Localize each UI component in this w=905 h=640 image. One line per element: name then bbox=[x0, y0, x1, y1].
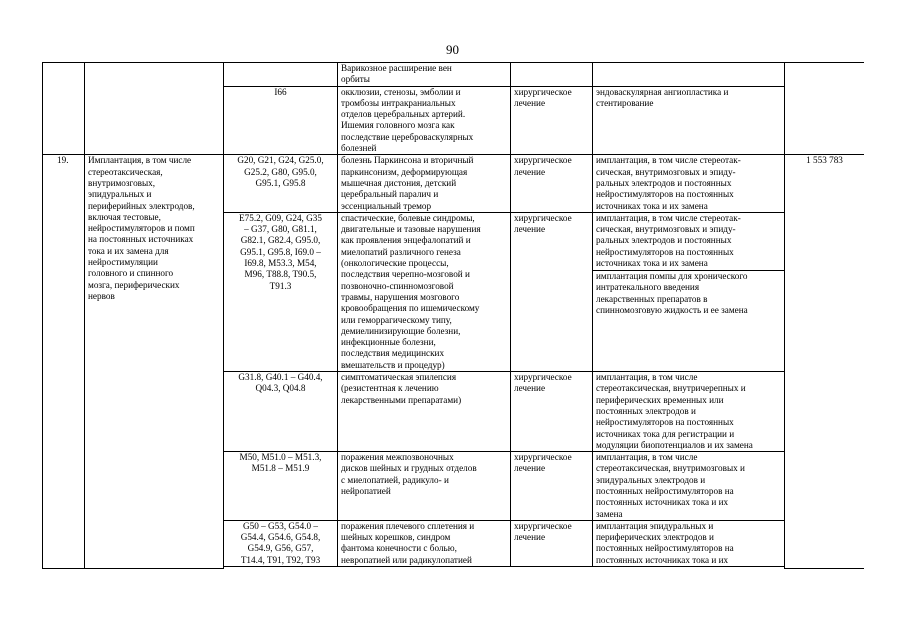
cell-text-line: церебральный паралич и bbox=[341, 189, 439, 200]
cell-text-line: нейростимуляции bbox=[88, 257, 158, 268]
cell-text-line: лекарственных препаратов в bbox=[596, 293, 708, 304]
treatment-cell bbox=[511, 520, 593, 566]
cell-text-line: окклюзии, стенозы, эмболии и bbox=[341, 86, 461, 97]
name-cell bbox=[85, 63, 224, 155]
cell-text-line: источниках тока для регистрации и bbox=[596, 428, 735, 439]
cell-text-line: тромбозы интракраниальных bbox=[341, 97, 456, 108]
cell-text-line: лечение bbox=[514, 383, 546, 394]
cell-text-line: имплантация, в том числе bbox=[596, 452, 698, 463]
cell-text-line: последствие цереброваскулярных bbox=[341, 131, 474, 142]
cell-text-line: спинномозговую жидкость и ее замена bbox=[596, 304, 748, 315]
method-cell bbox=[593, 372, 785, 452]
method-cell bbox=[593, 86, 785, 155]
cell-text-line: G54.9, G56, G57, bbox=[247, 543, 314, 554]
cell-text-line: с миелопатией, радикуло- и bbox=[341, 474, 449, 485]
cell-text-line: имплантация эпидуральных и bbox=[596, 520, 714, 531]
cell-text-line: последствия черепно-мозговой и bbox=[341, 269, 470, 280]
treatment-table-wrapper bbox=[42, 62, 864, 622]
codes-cell bbox=[224, 520, 338, 566]
cell-text-line: болезней bbox=[341, 143, 377, 154]
cell-text-line: E75.2, G09, G24, G35 bbox=[239, 212, 322, 223]
cell-text-line: G20, G21, G24, G25.0, bbox=[237, 155, 324, 166]
cell-text-line: ральных электродов и постоянных bbox=[596, 177, 732, 188]
cell-text-line: стентирование bbox=[596, 97, 654, 108]
cell-text-line: нейростимуляторов на постоянных bbox=[596, 246, 734, 257]
cell-text-line: стереотаксическая, внутричерепных и bbox=[596, 383, 746, 394]
volume-cell: 1 553 783 bbox=[785, 155, 865, 568]
cell-text-line: имплантация, в том числе bbox=[596, 372, 698, 383]
codes-cell bbox=[224, 63, 338, 87]
cell-text-line: G82.1, G82.4, G95.0, bbox=[240, 235, 321, 246]
cell-text-line: орбиты bbox=[341, 74, 370, 85]
cell-text-line: симптоматическая эпилепсия bbox=[341, 372, 457, 383]
treatment-table bbox=[42, 62, 864, 569]
cell-text-line: хирургическое bbox=[514, 372, 572, 383]
cell-text-line: периферических временных или bbox=[596, 394, 724, 405]
cell-text-line: мозга, периферических bbox=[88, 279, 180, 290]
diagnosis-cell bbox=[338, 63, 511, 87]
cell-text-line: G25.2, G80, G95.0, bbox=[244, 166, 317, 177]
cell-text-line: сическая, внутримозговых и эпиду- bbox=[596, 224, 736, 235]
diagnosis-cell bbox=[338, 452, 511, 521]
cell-text-line: постоянных источниках тока и их bbox=[596, 554, 729, 565]
cell-text-line: хирургическое bbox=[514, 155, 572, 166]
cell-text-line: последствия медицинских bbox=[341, 348, 445, 359]
cell-text-line: постоянных источниках тока и их bbox=[596, 497, 729, 508]
cell-text-line: фантома конечности с болью, bbox=[341, 543, 457, 554]
cell-text-line: имплантация помпы для хронического bbox=[596, 271, 748, 282]
cell-text-line: G50 – G53, G54.0 – bbox=[242, 520, 319, 531]
method-cell bbox=[593, 63, 785, 87]
cell-text-line: Ишемия головного мозга как bbox=[341, 120, 455, 131]
cell-text-line: имплантация, в том числе стереотак- bbox=[596, 212, 741, 223]
cell-text-line: замена bbox=[596, 508, 623, 519]
method-cell bbox=[593, 271, 785, 372]
treatment-cell bbox=[511, 452, 593, 521]
cell-text-line: сическая, внутримозговых и эпиду- bbox=[596, 166, 736, 177]
cell-text-line: травмы, нарушения мозгового bbox=[341, 291, 460, 302]
cell-text-line: эпидуральных электродов и bbox=[596, 474, 706, 485]
cell-text-line: лечение bbox=[514, 97, 546, 108]
cell-text-line: хирургическое bbox=[514, 86, 572, 97]
cell-text-line: отделов церебральных артерий. bbox=[341, 109, 466, 120]
method-cell bbox=[593, 212, 785, 270]
cell-text-line: эндоваскулярная ангиопластика и bbox=[596, 86, 729, 97]
cell-text-line: нейростимуляторов и помп bbox=[88, 223, 195, 234]
cell-text-line: источниках тока и их замена bbox=[596, 258, 708, 269]
diagnosis-cell bbox=[338, 372, 511, 452]
codes-cell bbox=[224, 212, 338, 371]
treatment-cell bbox=[511, 155, 593, 212]
cell-text-line: нейростимуляторов на постоянных bbox=[596, 417, 734, 428]
method-cell bbox=[593, 155, 785, 212]
cell-text-line: G54.4, G54.6, G54.8, bbox=[240, 532, 321, 543]
diagnosis-cell bbox=[338, 86, 511, 155]
cell-text-line: постоянных нейростимуляторов на bbox=[596, 485, 734, 496]
cell-text-line: Варикозное расширение вен bbox=[341, 63, 452, 73]
volume-cell bbox=[785, 63, 865, 155]
cell-text-line: тока и их замена для bbox=[88, 245, 169, 256]
cell-text-line: M50, M51.0 – M51.3, bbox=[239, 452, 322, 463]
name-cell bbox=[85, 155, 224, 568]
number-cell bbox=[43, 63, 85, 155]
cell-text-line: хирургическое bbox=[514, 212, 572, 223]
cell-text-line: нервов bbox=[88, 290, 115, 301]
cell-text-line: хирургическое bbox=[514, 452, 572, 463]
method-cell bbox=[593, 452, 785, 521]
cell-text-line: постоянных нейростимуляторов на bbox=[596, 543, 734, 554]
cell-text-line: нейропатией bbox=[341, 485, 391, 496]
cell-text-line: Q04.3, Q04.8 bbox=[255, 383, 306, 394]
codes-cell bbox=[224, 452, 338, 521]
cell-text-line: головного и спинного bbox=[88, 268, 174, 279]
cell-text-line: инфекционные болезни, bbox=[341, 337, 436, 348]
cell-text-line: или геморрагическому типу, bbox=[341, 314, 452, 325]
treatment-cell bbox=[511, 63, 593, 87]
cell-text-line: паркинсонизм, деформирующая bbox=[341, 166, 468, 177]
cell-text-line: вмешательств и процедур) bbox=[341, 359, 445, 370]
cell-text-line: ральных электродов и постоянных bbox=[596, 235, 732, 246]
cell-text-line: поражения межпозвоночных bbox=[341, 452, 454, 463]
cell-text-line: (онкологические процессы, bbox=[341, 258, 449, 269]
cell-text-line: демиелинизирующие болезни, bbox=[341, 325, 461, 336]
cell-text-line: G95.1, G95.8 bbox=[255, 177, 306, 188]
diagnosis-cell bbox=[338, 212, 511, 371]
number-cell: 19. bbox=[43, 155, 85, 568]
cell-text-line: T91.3 bbox=[269, 280, 292, 291]
table-row bbox=[43, 63, 865, 87]
cell-text-line: внутримозговых, bbox=[88, 177, 156, 188]
codes-cell bbox=[224, 372, 338, 452]
cell-text-line: на постоянных источниках bbox=[88, 234, 194, 245]
cell-text-line: (резистентная к лечению bbox=[341, 383, 439, 394]
cell-text-line: миелопатий различного генеза bbox=[341, 246, 461, 257]
cell-text-line: эпидуральных и bbox=[88, 189, 152, 200]
cell-text-line: G95.1, G95.8, I69.0 – bbox=[240, 246, 321, 257]
cell-text-line: лечение bbox=[514, 224, 546, 235]
treatment-cell bbox=[511, 212, 593, 371]
treatment-cell bbox=[511, 372, 593, 452]
cell-text-line: Имплантация, в том числе bbox=[88, 155, 192, 166]
cell-text-line: лечение bbox=[514, 532, 546, 543]
cell-text-line: I66 bbox=[274, 86, 287, 97]
table-row bbox=[43, 155, 865, 212]
cell-text-line: лечение bbox=[514, 463, 546, 474]
cell-text-line: хирургическое bbox=[514, 520, 572, 531]
cell-text-line: как проявления энцефалопатий и bbox=[341, 235, 471, 246]
cell-text-line: периферических электродов и bbox=[596, 532, 714, 543]
codes-cell bbox=[224, 86, 338, 155]
cell-text-line: невропатией или радикулопатией bbox=[341, 554, 472, 565]
treatment-cell bbox=[511, 86, 593, 155]
cell-text-line: постоянных электродов и bbox=[596, 405, 696, 416]
cell-text-line: источниках тока и их замена bbox=[596, 200, 708, 211]
cell-text-line: G31.8, G40.1 – G40.4, bbox=[238, 372, 323, 383]
cell-text-line: шейных корешков, синдром bbox=[341, 532, 451, 543]
cell-text-line: мышечная дистония, детский bbox=[341, 177, 457, 188]
cell-text-line: двигательные и тазовые нарушения bbox=[341, 224, 481, 235]
cell-text-line: позвоночно-спинномозговой bbox=[341, 280, 454, 291]
cell-text-line: лечение bbox=[514, 166, 546, 177]
cell-text-line: T14.4, T91, T92, T93 bbox=[240, 554, 321, 565]
cell-text-line: кровообращения по ишемическому bbox=[341, 303, 480, 314]
cell-text-line: эссенциальный тремор bbox=[341, 200, 432, 211]
codes-cell bbox=[224, 155, 338, 212]
cell-text-line: периферийных электродов, bbox=[88, 200, 195, 211]
cell-text-line: интратекального введения bbox=[596, 282, 700, 293]
cell-text-line: лекарственными препаратами) bbox=[341, 394, 462, 405]
cell-text-line: дисков шейных и грудных отделов bbox=[341, 463, 477, 474]
cell-text-line: стереотаксическая, bbox=[88, 166, 163, 177]
cell-text-line: нейростимуляторов на постоянных bbox=[596, 189, 734, 200]
cell-text-line: болезнь Паркинсона и вторичный bbox=[341, 155, 474, 166]
diagnosis-cell bbox=[338, 155, 511, 212]
cell-text-line: M96, T88.8, T90.5, bbox=[244, 269, 317, 280]
cell-text-line: имплантация, в том числе стереотак- bbox=[596, 155, 741, 166]
diagnosis-cell bbox=[338, 520, 511, 566]
cell-text-line: – G37, G80, G81.1, bbox=[244, 224, 317, 235]
cell-text-line: модуляции биопотенциалов и их замена bbox=[596, 439, 753, 450]
cell-text-line: стереотаксическая, внутримозговых и bbox=[596, 463, 745, 474]
cell-text-line: поражения плечевого сплетения и bbox=[341, 520, 475, 531]
cell-text-line: I69.8, M53.3, M54, bbox=[244, 258, 317, 269]
cell-text-line: включая тестовые, bbox=[88, 211, 161, 222]
cell-text-line: спастические, болевые синдромы, bbox=[341, 212, 475, 223]
method-cell bbox=[593, 520, 785, 566]
cell-text-line: M51.8 – M51.9 bbox=[251, 463, 310, 474]
page-number: 90 bbox=[446, 42, 459, 57]
